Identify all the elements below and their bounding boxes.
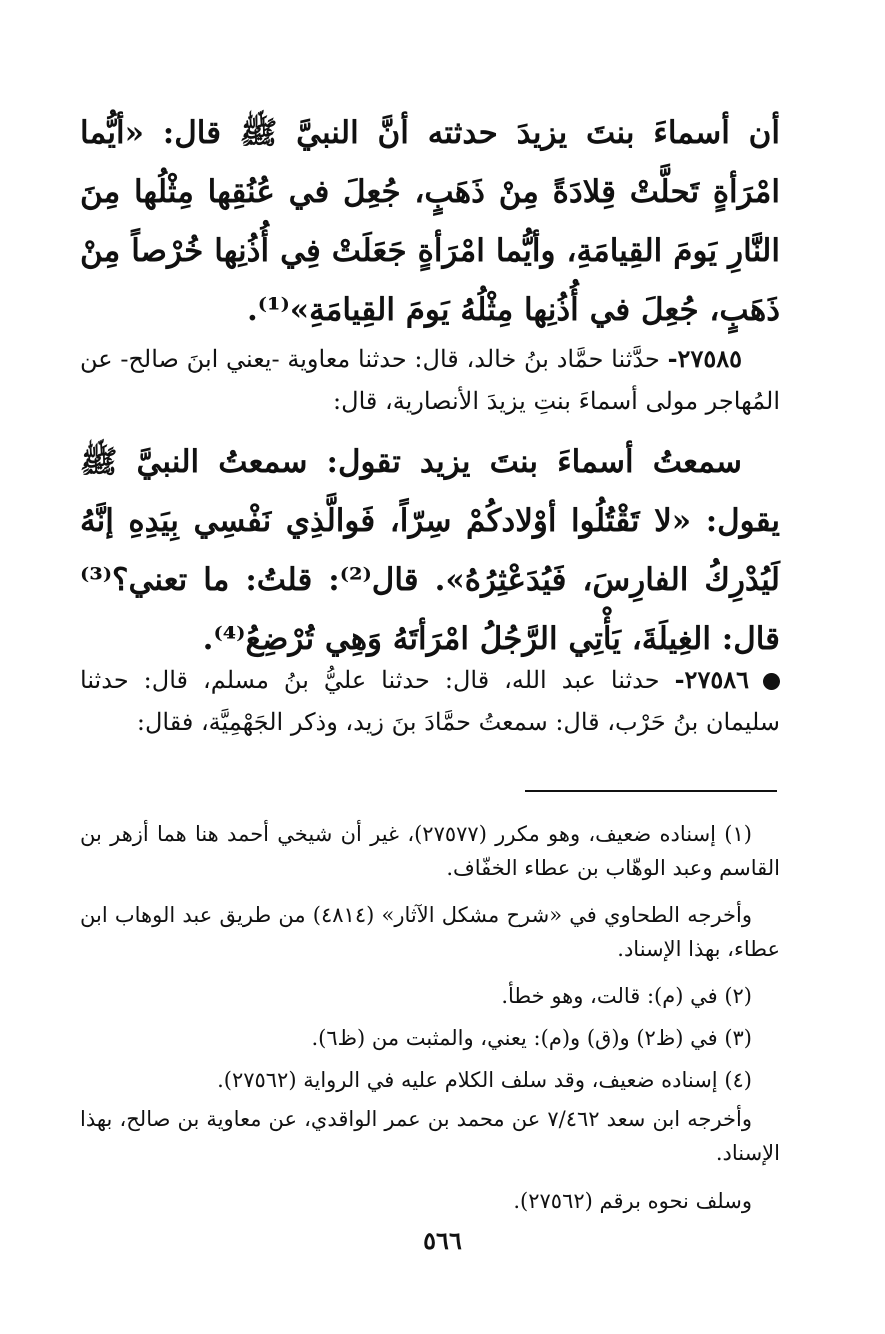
hadith-number-27585: ٢٧٥٨٥-	[667, 344, 742, 373]
isnad-text-27586: حدثنا عبد الله، قال: حدثنا عليُّ بنُ مسلم، قال: حدثنا سليمان بنُ حَرْب، قال: سمعتُ حمَّادَ بنَ زيد، وذكر الجَهْمِيَّة، فقال:	[80, 666, 780, 736]
footnote-3: (٣) في (ظ٢) و(ق) و(م): يعني، والمثبت من (ظ٦).	[311, 1026, 752, 1050]
footnote-4-related: وسلف نحوه برقم (٢٧٥٦٢).	[513, 1189, 752, 1213]
footnote-1: (١) إسناده ضعيف، وهو مكرر (٢٧٥٧٧)، غير أن شيخي أحمد هنا هما أزهر بن القاسم وعبد الوهّاب بن عطاء الخفّاف.	[80, 822, 780, 880]
isnad-27586	[80, 659, 780, 743]
hadith-number-27586: ٢٧٥٨٦-	[674, 665, 749, 694]
bullet-icon	[763, 673, 780, 690]
footnote-divider	[525, 790, 777, 792]
isnad-text-27585: حدَّثنا حمَّاد بنُ خالد، قال: حدثنا معاوية -يعني ابنَ صالح- عن المُهاجر مولى أسماءَ بنتِ يزيدَ الأنصارية، قال:	[80, 345, 780, 415]
hadith-text-27585: سمعتُ أسماءَ بنتَ يزيد تقول: سمعتُ النبيَّ ﷺ يقول: «لا تَقْتُلُوا أوْلادكُمْ سِرّاً، فَوالَّذِي نَفْسِي بِيَدِهِ إنَّهُ لَيُدْرِكُ الفارِسَ، فَيُدَعْثِرُهُ». قال⁽²⁾: قلتُ: ما تعني؟⁽³⁾ قال: الغِيلَةَ، يَأْتِي الرَّجُلُ امْرَأتَهُ وَهِي تُرْضِعُ⁽⁴⁾.	[80, 444, 780, 657]
footnote-1-continued: وأخرجه الطحاوي في «شرح مشكل الآثار» (٤٨١٤) من طريق عبد الوهاب ابن عطاء، بهذا الإسناد.	[80, 903, 780, 961]
page-number: ٥٦٦	[423, 1226, 462, 1255]
footnote-4: (٤) إسناده ضعيف، وقد سلف الكلام عليه في الرواية (٢٧٥٦٢).	[217, 1068, 752, 1092]
isnad-27585	[80, 338, 780, 422]
footnote-2: (٢) في (م): قالت، وهو خطأ.	[501, 984, 752, 1008]
hadith-text-27584: أن أسماءَ بنتَ يزيدَ حدثته أنَّ النبيَّ ﷺ قال: «أيُّما امْرَأةٍ تَحلَّتْ قِلادَةً مِنْ ذَهَبٍ، جُعِلَ في عُنُقِها مِثْلُها مِنَ النَّارِ يَومَ القِيامَةِ، وأيُّما امْرَأةٍ جَعَلَتْ فِي أُذُنِها خُرْصاً مِنْ ذَهَبٍ، جُعِلَ في أُذُنِها مِثْلُهُ يَومَ القِيامَةِ»⁽¹⁾.	[80, 115, 780, 328]
footnote-4-continued: وأخرجه ابن سعد ٧/٤٦٢ عن محمد بن عمر الواقدي، عن معاوية بن صالح، بهذا الإسناد.	[80, 1107, 780, 1165]
